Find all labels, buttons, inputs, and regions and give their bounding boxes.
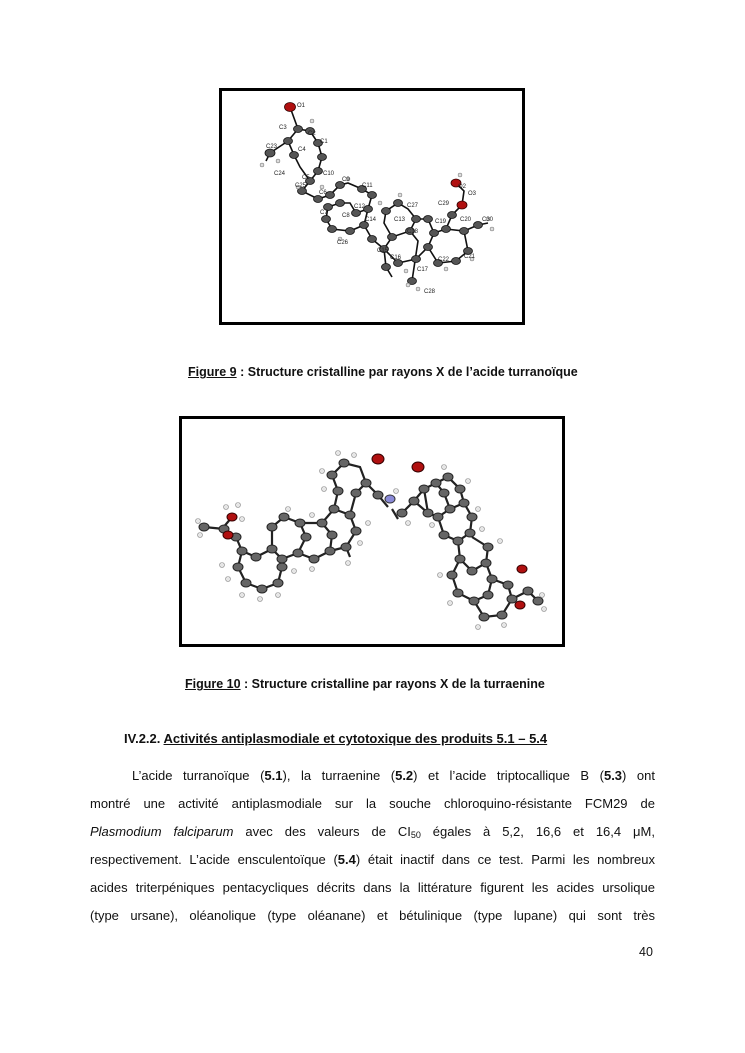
svg-text:C11: C11 [362, 183, 373, 189]
svg-text:C3: C3 [279, 125, 287, 131]
svg-text:C4: C4 [298, 147, 306, 153]
paragraph-line-3 [90, 822, 655, 842]
svg-text:C18: C18 [407, 229, 419, 235]
svg-text:C29: C29 [438, 201, 450, 207]
text-run: ) et l’acide triptocallique B ( [413, 768, 604, 783]
svg-text:C27: C27 [407, 203, 419, 209]
figure-9-label: Figure 9 [188, 365, 237, 379]
svg-text:C28: C28 [424, 289, 436, 295]
svg-text:C2: C2 [308, 131, 316, 137]
section-heading [124, 731, 547, 746]
text-run: respectivement. L’acide ensculentoïque ( [90, 852, 338, 867]
svg-text:C15: C15 [377, 248, 389, 254]
figure-10-image [179, 416, 565, 647]
svg-text:C25: C25 [295, 183, 307, 189]
text-run: avec des valeurs de CI [233, 824, 411, 839]
figure-10-caption [185, 677, 545, 691]
text-run: ) était inactif dans ce test. Parmi les nombreux [355, 852, 655, 867]
svg-text:C20: C20 [460, 217, 472, 223]
paragraph-line-5: acides triterpéniques pentacycliques décrits dans la littérature figurent les acides ursolique [90, 880, 655, 895]
figure-9-image [219, 88, 525, 325]
compound-ref: 5.2 [395, 768, 414, 783]
svg-text:C21: C21 [464, 254, 476, 260]
svg-text:C14: C14 [365, 217, 377, 223]
figure-9-molecule [222, 91, 522, 322]
svg-text:C10: C10 [323, 171, 335, 177]
paragraph-line-1 [132, 766, 655, 786]
page-number: 40 [639, 945, 653, 959]
svg-text:C1: C1 [320, 139, 328, 145]
figure-9-caption [188, 365, 578, 379]
svg-text:C8: C8 [342, 213, 350, 219]
section-title: Activités antiplasmodiale et cytotoxique des produits 5.1 – 5.4 [163, 731, 548, 746]
text-run: ) ont [622, 768, 656, 783]
svg-text:C12: C12 [354, 204, 366, 210]
svg-text:C5: C5 [302, 175, 310, 181]
text-run: égales à 5,2, 16,6 et 16,4 μM, [420, 824, 655, 839]
subscript: 50 [410, 830, 421, 840]
svg-text:C30: C30 [482, 217, 494, 223]
paragraph-line-2: montré une activité antiplasmodiale sur la souche chloroquino-résistante FCM29 de [90, 796, 655, 811]
svg-text:C13: C13 [394, 217, 406, 223]
species-name: Plasmodium falciparum [90, 824, 234, 839]
svg-text:O3: O3 [468, 191, 477, 197]
text-run: L’acide turranoïque ( [132, 768, 265, 783]
svg-text:C6: C6 [319, 190, 327, 196]
svg-text:O1: O1 [297, 103, 306, 109]
paragraph-line-6: (type ursane), oléanolique (type oléanane) et bétulinique (type lupane) qui sont très [90, 908, 655, 923]
svg-text:C9: C9 [342, 177, 350, 183]
svg-text:C23: C23 [266, 144, 278, 150]
figure-9-caption-text: : Structure cristalline par rayons X de l’acide turranoïque [236, 365, 578, 379]
figure-10-caption-text: : Structure cristalline par rayons X de la turraenine [240, 677, 545, 691]
svg-text:C19: C19 [435, 219, 447, 225]
compound-ref: 5.4 [337, 852, 356, 867]
figure-10-molecule [182, 419, 562, 644]
svg-text:C26: C26 [337, 240, 349, 246]
svg-text:C24: C24 [274, 171, 286, 177]
paragraph-line-4 [90, 850, 655, 870]
svg-text:O2: O2 [458, 184, 467, 190]
svg-text:C22: C22 [438, 257, 450, 263]
text-run: ), la turraenine ( [282, 768, 396, 783]
compound-ref: 5.1 [264, 768, 283, 783]
svg-text:C17: C17 [417, 267, 429, 273]
figure-10-label: Figure 10 [185, 677, 241, 691]
svg-text:C16: C16 [390, 255, 402, 261]
svg-text:C7: C7 [320, 210, 328, 216]
compound-ref: 5.3 [603, 768, 623, 783]
section-number: IV.2.2. [124, 731, 161, 746]
